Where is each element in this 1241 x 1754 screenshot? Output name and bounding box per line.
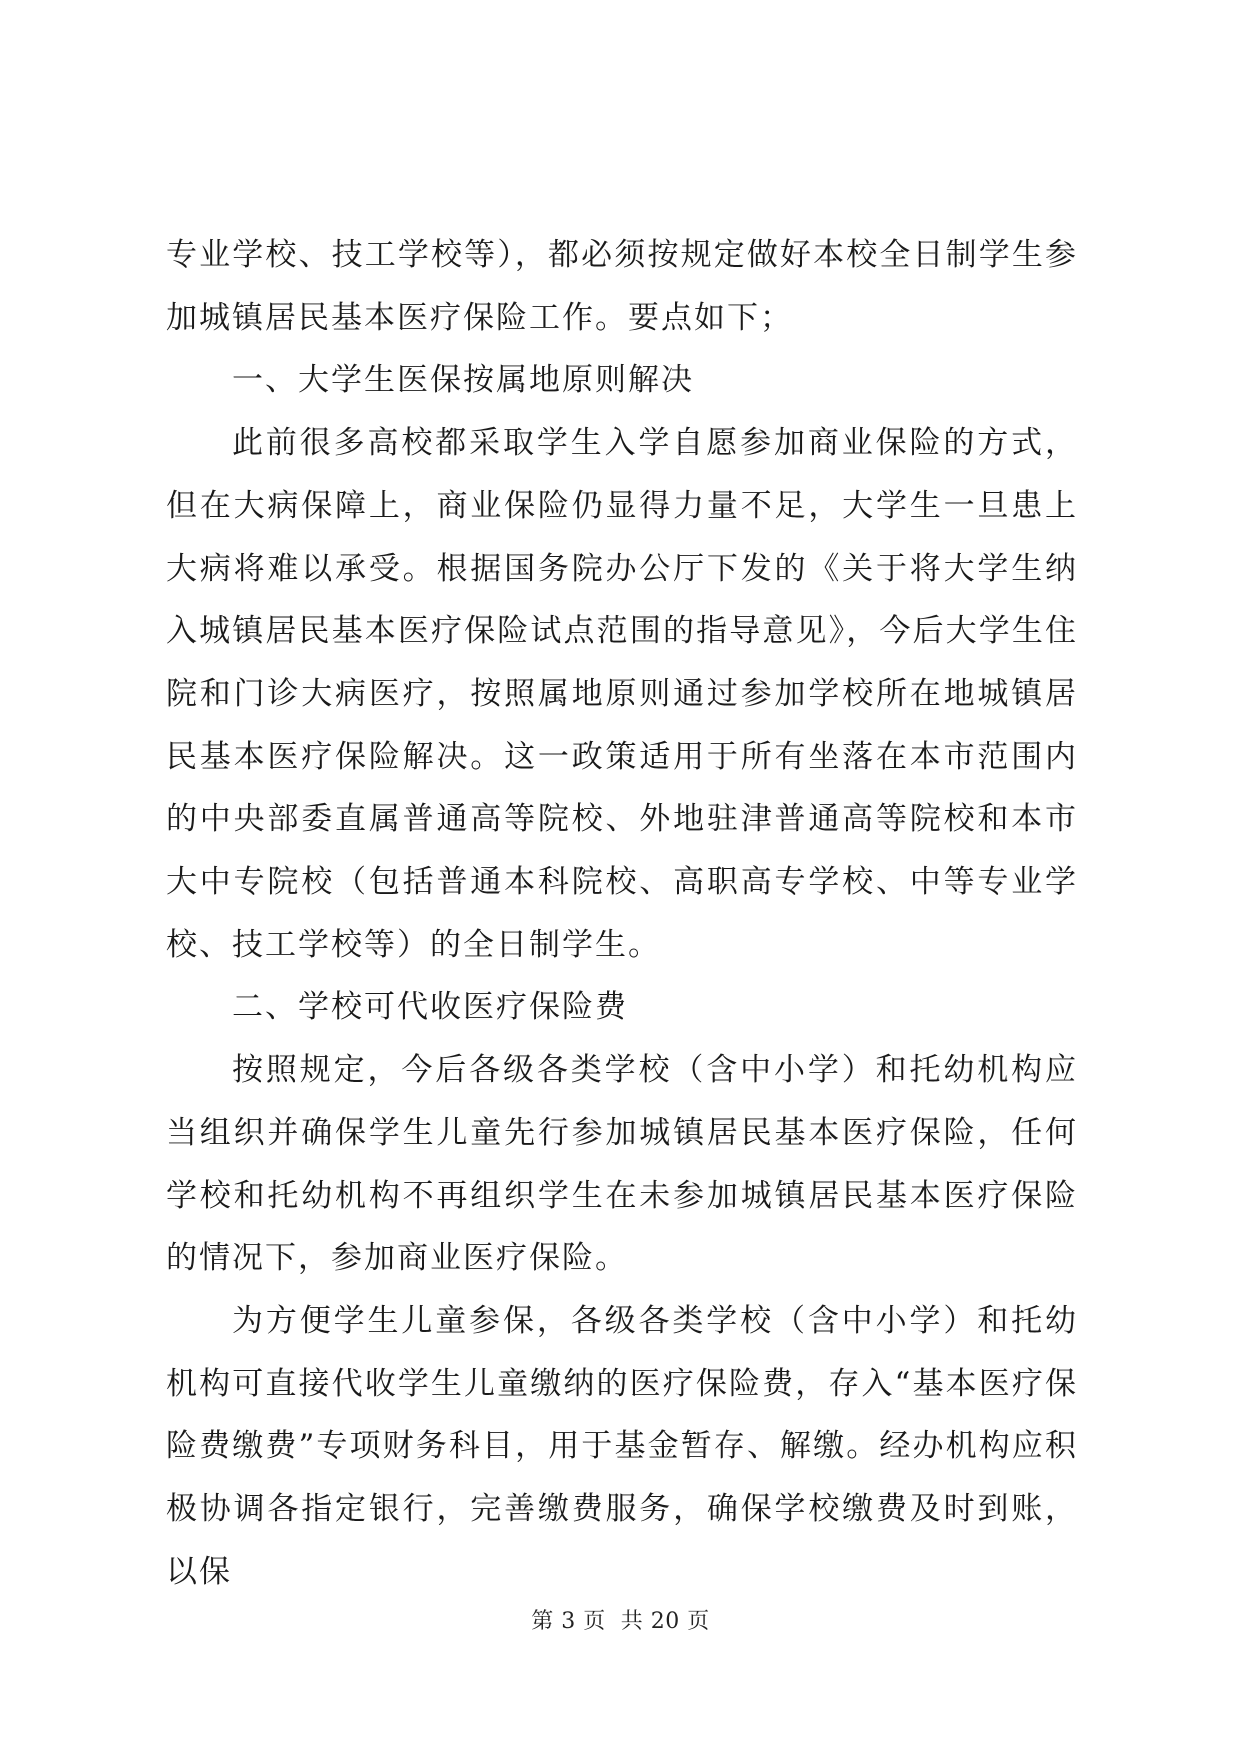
paragraph-1: 专业学校、技工学校等），都必须按规定做好本校全日制学生参加城镇居民基本医疗保险工作。要点如下； [166, 237, 1078, 336]
document-body [166, 224, 1078, 1603]
section-heading-2: 二、学校可代收医疗保险费 [232, 989, 628, 1026]
section-heading-1: 一、大学生医保按属地原则解决 [232, 362, 694, 399]
paragraph-3: 按照规定，今后各级各类学校（含中小学）和托幼机构应当组织并确保学生儿童先行参加城镇居民基本医疗保险，任何学校和托幼机构不再组织学生在未参加城镇居民基本医疗保险的情况下，参加商业医疗保险。 [166, 1052, 1078, 1277]
page-footer [0, 1607, 1241, 1637]
page-number: 第 3 页 共 20 页 [531, 1609, 710, 1634]
paragraph-2: 此前很多高校都采取学生入学自愿参加商业保险的方式，但在大病保障上，商业保险仍显得力量不足，大学生一旦患上大病将难以承受。根据国务院办公厅下发的《关于将大学生纳入城镇居民基本医疗保险试点范围的指导意见》，今后大学生住院和门诊大病医疗，按照属地原则通过参加学校所在地城镇居民基本医疗保险解决。这一政策适用于所有坐落在本市范围内的中央部委直属普通高等院校、外地驻津普通高等院校和本市大中专院校（包括普通本科院校、高职高专学校、中等专业学校、技工学校等）的全日制学生。 [166, 425, 1078, 963]
paragraph-4: 为方便学生儿童参保，各级各类学校（含中小学）和托幼机构可直接代收学生儿童缴纳的医疗保险费，存入“基本医疗保险费缴费”专项财务科目，用于基金暂存、解缴。经办机构应积极协调各指定银行，完善缴费服务，确保学校缴费及时到账，以保 [166, 1302, 1078, 1590]
